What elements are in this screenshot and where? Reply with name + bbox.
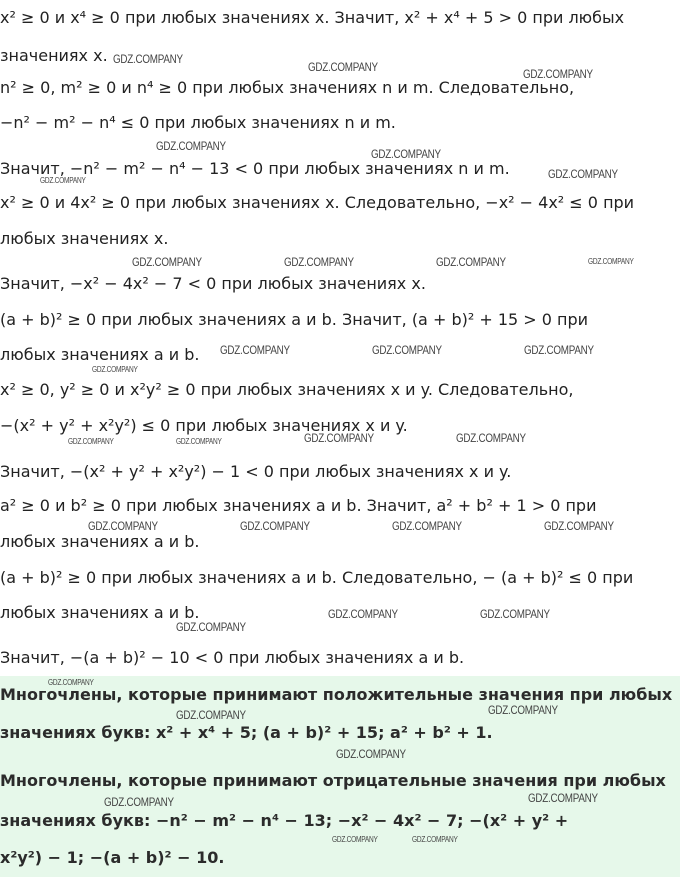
solution-line: −(x² + y² + x²y²) ≤ 0 при любых значениях x и y. xyxy=(0,416,408,435)
watermark: GDZ.COMPANY xyxy=(104,795,174,809)
watermark: GDZ.COMPANY xyxy=(436,255,506,269)
watermark: GDZ.COMPANY xyxy=(284,255,354,269)
answer-negative-list: x²y²) − 1; −(a + b)² − 10. xyxy=(0,848,225,867)
watermark: GDZ.COMPANY xyxy=(156,139,226,153)
watermark: GDZ.COMPANY xyxy=(176,708,246,722)
watermark: GDZ.COMPANY xyxy=(371,147,441,161)
watermark: GDZ.COMPANY xyxy=(176,620,246,634)
solution-line: n² ≥ 0, m² ≥ 0 и n⁴ ≥ 0 при любых значениях n и m. Следовательно, xyxy=(0,78,575,97)
solution-line: значениях x. xyxy=(0,46,108,65)
watermark: GDZ.COMPANY xyxy=(336,747,406,761)
answer-positive-heading: Многочлены, которые принимают положительные значения при любых xyxy=(0,685,673,704)
solution-line: любых значениях a и b. xyxy=(0,345,200,364)
watermark: GDZ.COMPANY xyxy=(328,607,398,621)
watermark: GDZ.COMPANY xyxy=(412,835,458,844)
watermark: GDZ.COMPANY xyxy=(176,437,222,446)
watermark: GDZ.COMPANY xyxy=(544,519,614,533)
solution-line: x² ≥ 0, y² ≥ 0 и x²y² ≥ 0 при любых значениях x и y. Следовательно, xyxy=(0,380,574,399)
solution-line: −n² − m² − n⁴ ≤ 0 при любых значениях n и m. xyxy=(0,113,396,132)
solution-line: (a + b)² ≥ 0 при любых значениях a и b. Следовательно, − (a + b)² ≤ 0 при xyxy=(0,568,634,587)
watermark: GDZ.COMPANY xyxy=(220,343,290,357)
watermark: GDZ.COMPANY xyxy=(304,431,374,445)
watermark: GDZ.COMPANY xyxy=(88,519,158,533)
watermark: GDZ.COMPANY xyxy=(488,703,558,717)
solution-line: Значит, −(a + b)² − 10 < 0 при любых значениях a и b. xyxy=(0,648,465,667)
answer-negative-list: значениях букв: −n² − m² − n⁴ − 13; −x² − 4x² − 7; −(x² + y² + xyxy=(0,811,569,830)
watermark: GDZ.COMPANY xyxy=(480,607,550,621)
solution-line: Значит, −n² − m² − n⁴ − 13 < 0 при любых значениях n и m. xyxy=(0,159,510,178)
watermark: GDZ.COMPANY xyxy=(392,519,462,533)
solution-line: x² ≥ 0 и x⁴ ≥ 0 при любых значениях x. Значит, x² + x⁴ + 5 > 0 при любых xyxy=(0,8,625,27)
watermark: GDZ.COMPANY xyxy=(372,343,442,357)
solution-line: Значит, −x² − 4x² − 7 < 0 при любых значениях x. xyxy=(0,274,426,293)
watermark: GDZ.COMPANY xyxy=(308,60,378,74)
watermark: GDZ.COMPANY xyxy=(548,167,618,181)
solution-line: (a + b)² ≥ 0 при любых значениях a и b. Значит, (a + b)² + 15 > 0 при xyxy=(0,310,589,329)
watermark: GDZ.COMPANY xyxy=(588,257,634,266)
answer-negative-heading: Многочлены, которые принимают отрицательные значения при любых xyxy=(0,771,666,790)
watermark: GDZ.COMPANY xyxy=(68,437,114,446)
solution-line: a² ≥ 0 и b² ≥ 0 при любых значениях a и b. Значит, a² + b² + 1 > 0 при xyxy=(0,496,597,515)
watermark: GDZ.COMPANY xyxy=(456,431,526,445)
watermark: GDZ.COMPANY xyxy=(240,519,310,533)
solution-line: Значит, −(x² + y² + x²y²) − 1 < 0 при любых значениях x и y. xyxy=(0,462,512,481)
watermark: GDZ.COMPANY xyxy=(48,678,94,687)
solution-line: любых значениях x. xyxy=(0,229,169,248)
watermark: GDZ.COMPANY xyxy=(132,255,202,269)
solution-line: любых значениях a и b. xyxy=(0,603,200,622)
watermark: GDZ.COMPANY xyxy=(332,835,378,844)
watermark: GDZ.COMPANY xyxy=(524,343,594,357)
solution-line: x² ≥ 0 и 4x² ≥ 0 при любых значениях x. Следовательно, −x² − 4x² ≤ 0 при xyxy=(0,193,635,212)
watermark: GDZ.COMPANY xyxy=(40,176,86,185)
watermark: GDZ.COMPANY xyxy=(113,52,183,66)
solution-line: любых значениях a и b. xyxy=(0,532,200,551)
answer-positive-list: значениях букв: x² + x⁴ + 5; (a + b)² + 15; a² + b² + 1. xyxy=(0,723,493,742)
watermark: GDZ.COMPANY xyxy=(92,365,138,374)
watermark: GDZ.COMPANY xyxy=(528,791,598,805)
watermark: GDZ.COMPANY xyxy=(523,67,593,81)
